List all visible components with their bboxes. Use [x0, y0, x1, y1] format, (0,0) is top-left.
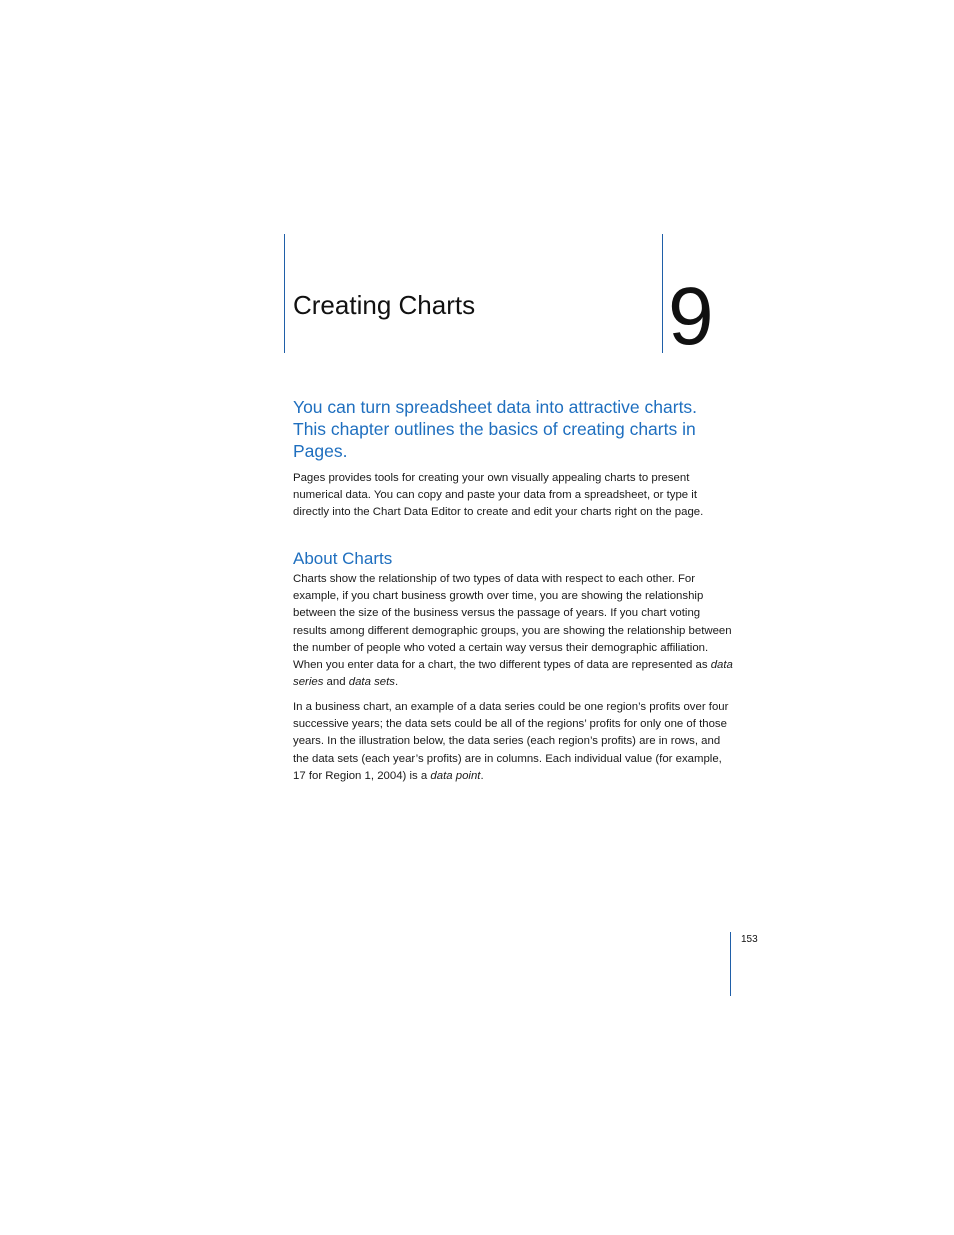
term-data-sets: data sets: [348, 676, 395, 689]
paragraph-2-connector: and: [323, 676, 349, 689]
term-data-series: data series: [293, 659, 733, 689]
chapter-number-rule: [662, 234, 663, 353]
paragraph-2-end: .: [394, 676, 399, 689]
paragraph-3-text: In a business chart, an example of a data series could be one region’s profits over four successive years; the data sets could be all of the regions’ profits for only one of those years. In the illustration below, the data series (each region’s profits) are in rows, and the data sets (each year’s profits) are in columns. Each individual value (for example, 17 for Region 1, 2004) is a: [293, 701, 729, 782]
body-paragraph-2: [293, 571, 733, 691]
page-number: 153: [741, 934, 758, 945]
body-paragraph-3: [293, 699, 733, 785]
chapter-intro: You can turn spreadsheet data into attractive charts. This chapter outlines the basics of creating charts in Pages.: [293, 397, 698, 461]
chapter-title: Creating Charts: [293, 290, 476, 320]
body-paragraph-1: Pages provides tools for creating your own visually appealing charts to present numerical data. You can copy and paste your data from a spreadsheet, or type it directly into the Chart Data Editor to create and edit your charts right on the page.: [293, 472, 704, 519]
page-number-rule: [730, 932, 731, 996]
paragraph-3-end: .: [480, 769, 484, 782]
chapter-left-rule: [284, 234, 285, 353]
paragraph-2-text: Charts show the relationship of two types of data with respect to each other. For example, if you chart business growth over time, you are showing the relationship between the size of the business versus the passage of years. If you chart voting results among different demographic groups, you are showing the relationship between the number of people who voted a certain way versus their demographic affiliation. When you enter data for a chart, the two different types of data are represented as: [293, 573, 732, 672]
chapter-number: 9: [668, 271, 714, 362]
term-data-point: data point: [430, 769, 481, 782]
section-heading-about-charts: About Charts: [293, 549, 393, 568]
